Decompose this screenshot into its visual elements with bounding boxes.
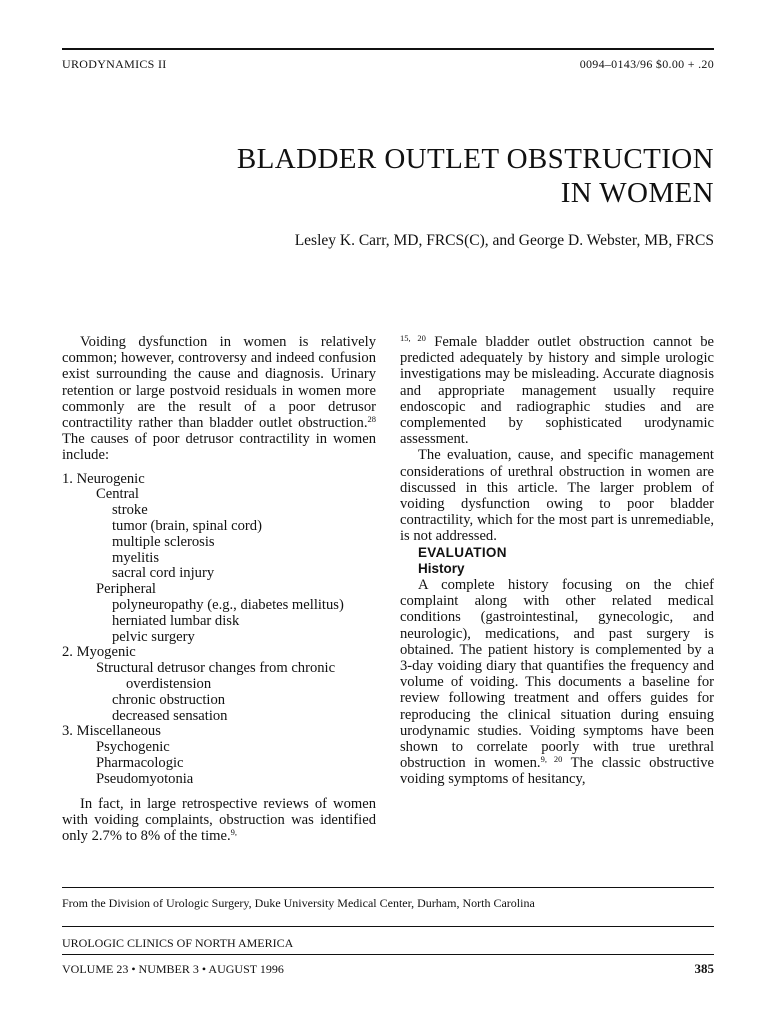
- history-text-tail: The classic obstructive voiding symptoms of hesitancy,: [400, 755, 714, 788]
- intro-paragraph: [62, 334, 376, 464]
- header-rule: [62, 48, 714, 50]
- cause-list-item: myelitis: [112, 549, 160, 566]
- running-header-left: URODYNAMICS II: [62, 57, 167, 71]
- running-header-right: 0094–0143/96 $0.00 + .20: [579, 57, 714, 71]
- cause-list-item: 2. Myogenic: [62, 644, 136, 661]
- history-text: A complete history focusing on the chief complaint along with other related medical conditions (gastrointestinal, gynecologic, and neurologic), medications, and past surgery is obtained. The patient history is complemented by a 3-day voiding diary that quantifies the frequency and volume of voiding. This documents a baseline for review following treatment and offers guides for reproducing the clinical situation during ensuing urodynamic studies. Voiding symptoms have been shown to correlate poorly with true urethral obstruction in women.: [400, 577, 714, 772]
- retrospective-text: In fact, in large retrospective reviews of women with voiding complaints, obstruction was identified only 2.7% to 8% of the time.: [62, 795, 376, 844]
- title-line-1: BLADDER OUTLET OBSTRUCTION: [236, 143, 714, 175]
- section-heading-evaluation: EVALUATION: [418, 544, 507, 560]
- cause-list-item: pelvic surgery: [112, 628, 195, 645]
- right-column: [400, 334, 714, 788]
- cause-list-item: Pseudomyotonia: [96, 770, 194, 787]
- author-line: Lesley K. Carr, MD, FRCS(C), and George D. Webster, MB, FRCS: [294, 232, 714, 249]
- history-paragraph: [400, 577, 714, 788]
- citation-ref: 15, 20: [400, 333, 426, 343]
- cause-list-item: Central: [96, 486, 139, 503]
- footer-rule-bottom: [62, 954, 714, 955]
- cause-list-item: stroke: [112, 502, 148, 519]
- intro-text: Voiding dysfunction in women is relatively common; however, controversy and indeed confusion exist surrounding the cause and diagnosis. Urinary retention or large postvoid residuals in women more commonly are the result of a poor detrusor contractility rather than bladder outlet obstruction.: [62, 334, 376, 432]
- cause-list-item: sacral cord injury: [112, 565, 215, 582]
- continued-text: Female bladder outlet obstruction cannot be predicted adequately by history and simple urologic investigations may be misleading. Accurate diagnosis and appropriate management usually require endoscopic and radiographic studies and are complemented by sophisticated urodynamic assessment.: [400, 334, 714, 448]
- retrospective-paragraph: [62, 796, 376, 845]
- footer-rule-top: [62, 926, 714, 927]
- cause-list-item: Pharmacologic: [96, 754, 184, 771]
- intro-text-tail: The causes of poor detrusor contractility in women include:: [62, 431, 376, 464]
- issue-info: VOLUME 23 • NUMBER 3 • AUGUST 1996: [62, 962, 284, 976]
- title-line-2: IN WOMEN: [560, 177, 714, 209]
- footnote-rule: [62, 887, 714, 888]
- subsection-heading-history: History: [418, 560, 465, 576]
- scope-paragraph: The evaluation, cause, and specific management considerations of urethral obstruction in women are discussed in this article. The larger problem of voiding dysfunction owing to poor bladder contractility, which for the most part is unremediable, is not addressed.: [400, 447, 714, 545]
- page-number: 385: [694, 961, 714, 976]
- cause-list-item: multiple sclerosis: [112, 533, 215, 550]
- citation-ref: 28: [367, 414, 376, 425]
- continued-paragraph: [400, 334, 714, 447]
- cause-list-item: Structural detrusor changes from chronic: [96, 660, 336, 677]
- cause-list-item: chronic obstruction: [112, 691, 226, 708]
- left-column: [62, 334, 376, 844]
- cause-list-item: overdistension: [126, 675, 212, 692]
- citation-ref: 9,: [230, 826, 237, 837]
- causes-list: [62, 472, 376, 788]
- cause-list-item: tumor (brain, spinal cord): [112, 518, 262, 535]
- article-title: [114, 142, 714, 210]
- cause-list-item: decreased sensation: [112, 707, 228, 724]
- affiliation-note: From the Division of Urologic Surgery, Duke University Medical Center, Durham, North Carolina: [62, 896, 535, 910]
- cause-list-item: polyneuropathy (e.g., diabetes mellitus): [112, 597, 344, 613]
- cause-list-item: 3. Miscellaneous: [62, 723, 161, 740]
- citation-ref: 9, 20: [540, 754, 563, 765]
- cause-list-item: 1. Neurogenic: [62, 470, 145, 487]
- cause-list-item: Peripheral: [96, 581, 156, 598]
- cause-list-item: herniated lumbar disk: [112, 612, 240, 629]
- cause-list-item: Psychogenic: [96, 739, 170, 756]
- journal-name: UROLOGIC CLINICS OF NORTH AMERICA: [62, 936, 294, 950]
